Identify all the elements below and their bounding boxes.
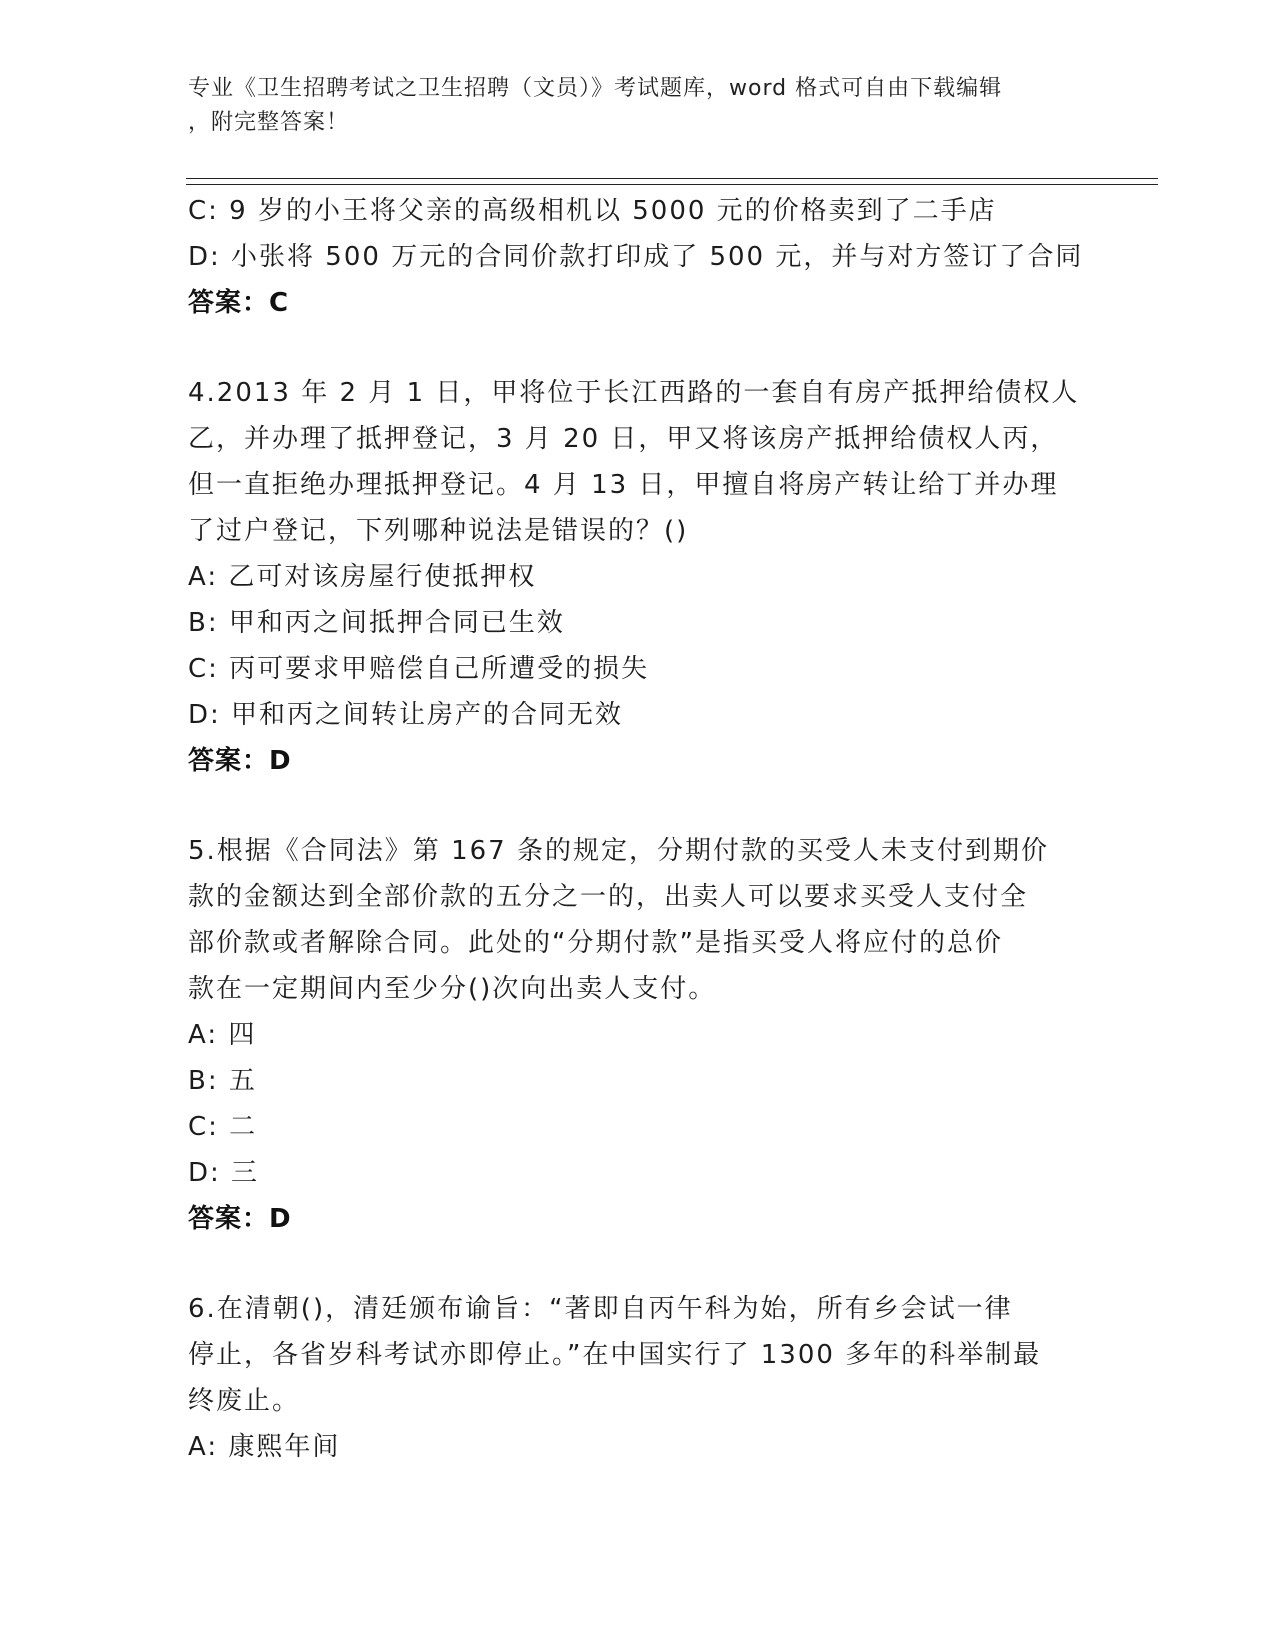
option-c: C: 二 xyxy=(188,1112,258,1142)
answer-line: 答案：D xyxy=(188,1204,292,1234)
option-a: A: 四 xyxy=(188,1020,257,1050)
header-line-1: 专业《卫生招聘考试之卫生招聘（文员）》考试题库，word 格式可自由下载编辑 xyxy=(188,76,1003,101)
question-stem-line: 款在一定期间内至少分()次向出卖人支付。 xyxy=(188,974,717,1004)
question-stem-line: 停止，各省岁科考试亦即停止。”在中国实行了 1300 多年的科举制最 xyxy=(188,1340,1042,1370)
question-stem-line: 但一直拒绝办理抵押登记。4 月 13 日，甲擅自将房产转让给丁并办理 xyxy=(188,470,1059,500)
question-stem-line: 终废止。 xyxy=(188,1386,301,1416)
option-a: A: 康熙年间 xyxy=(188,1432,341,1462)
question-6 xyxy=(188,1286,1088,1470)
option-a: A: 乙可对该房屋行使抵押权 xyxy=(188,562,537,592)
option-d: D: 小张将 500 万元的合同价款打印成了 500 元，并与对方签订了合同 xyxy=(188,242,1084,272)
spacer xyxy=(188,1242,1088,1286)
option-b: B: 五 xyxy=(188,1066,257,1096)
answer-line: 答案：C xyxy=(188,288,290,318)
answer-line: 答案：D xyxy=(188,746,292,776)
header-divider-bottom xyxy=(186,184,1158,185)
question-stem-line: 部价款或者解除合同。此处的“分期付款”是指买受人将应付的总价 xyxy=(188,928,1003,958)
spacer xyxy=(188,326,1088,370)
header-line-2: ，附完整答案！ xyxy=(188,110,350,135)
document-header xyxy=(188,72,1078,140)
spacer xyxy=(188,784,1088,828)
question-stem-line: 6.在清朝()，清廷颁布谕旨：“著即自丙午科为始，所有乡会试一律 xyxy=(188,1294,1013,1324)
header-divider-top xyxy=(186,178,1158,179)
option-c: C: 丙可要求甲赔偿自己所遭受的损失 xyxy=(188,654,650,684)
question-5 xyxy=(188,828,1088,1242)
option-b: B: 甲和丙之间抵押合同已生效 xyxy=(188,608,565,638)
question-stem-line: 乙，并办理了抵押登记，3 月 20 日，甲又将该房产抵押给债权人丙， xyxy=(188,424,1059,454)
option-c: C: 9 岁的小王将父亲的高级相机以 5000 元的价格卖到了二手店 xyxy=(188,196,997,226)
question-stem-line: 款的金额达到全部价款的五分之一的，出卖人可以要求买受人支付全 xyxy=(188,882,1029,912)
document-body xyxy=(188,188,1088,1470)
question-stem-line: 4.2013 年 2 月 1 日，甲将位于长江西路的一套自有房产抵押给债权人 xyxy=(188,378,1080,408)
question-stem-line: 5.根据《合同法》第 167 条的规定，分期付款的买受人未支付到期价 xyxy=(188,836,1049,866)
option-d: D: 三 xyxy=(188,1158,260,1188)
question-3-continued xyxy=(188,188,1088,326)
option-d: D: 甲和丙之间转让房产的合同无效 xyxy=(188,700,624,730)
question-stem-line: 了过户登记，下列哪种说法是错误的？() xyxy=(188,516,689,546)
question-4 xyxy=(188,370,1088,784)
